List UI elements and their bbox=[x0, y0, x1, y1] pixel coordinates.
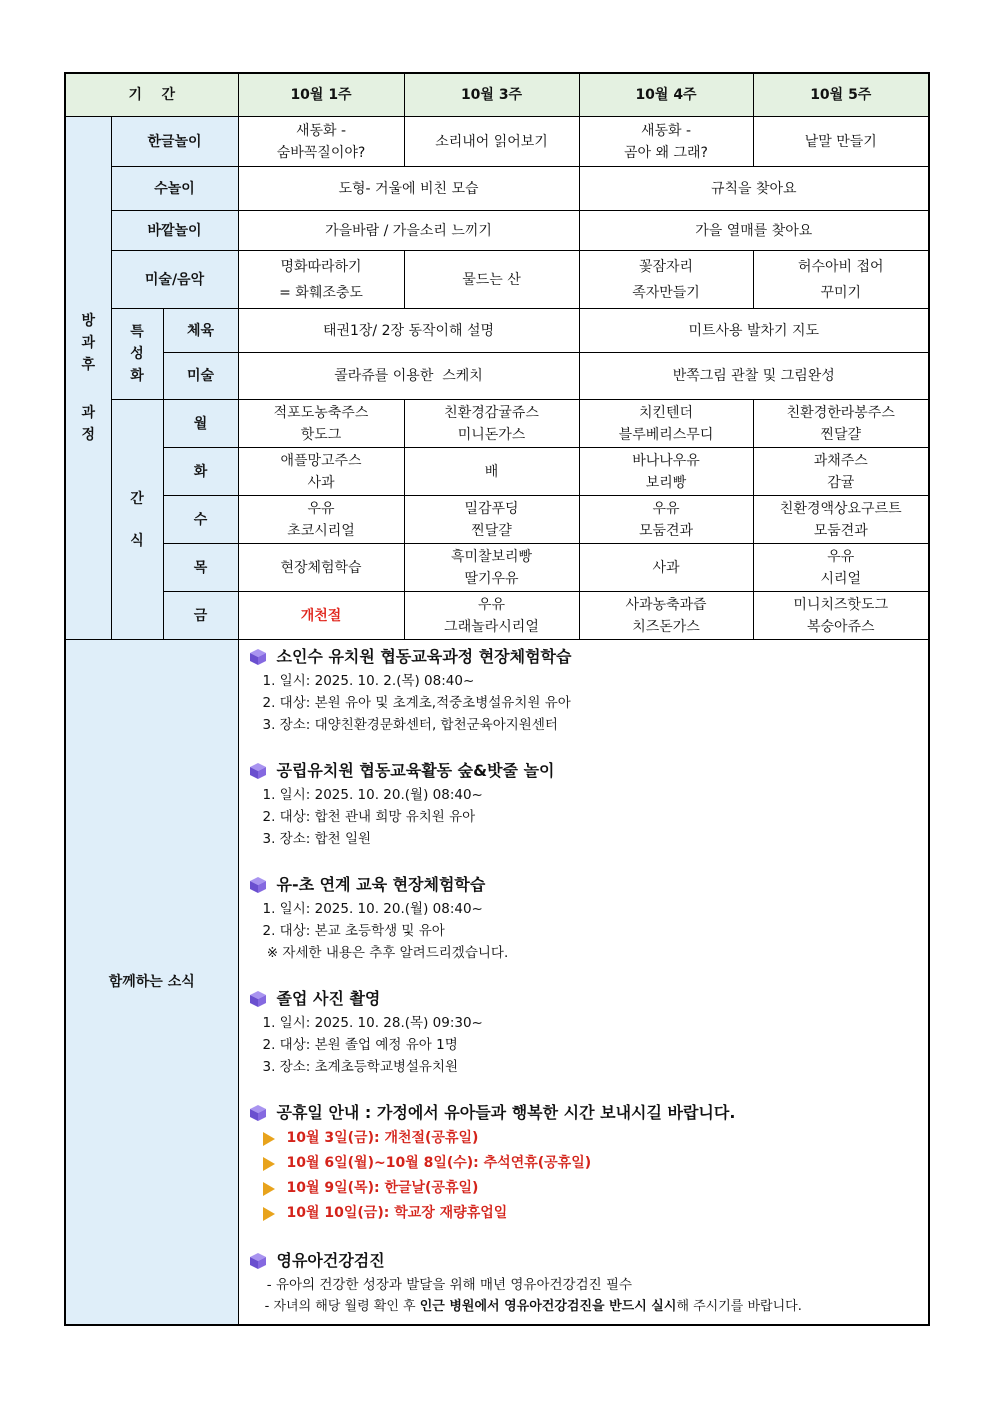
holiday-item: 10월 10일(금): 학교장 재량휴업일 bbox=[249, 1201, 921, 1226]
cube-bullet-icon bbox=[249, 1104, 267, 1122]
holiday-section bbox=[249, 1100, 921, 1226]
math-w13: 도형- 거울에 비친 모습 bbox=[238, 167, 579, 211]
week-header-1: 10월 1주 bbox=[238, 73, 404, 117]
hangeul-w1: 새동화 - 숨바꼭질이야? bbox=[238, 117, 404, 167]
hangeul-label: 한글놀이 bbox=[111, 117, 238, 167]
holiday-item: 10월 9일(목): 한글날(공휴일) bbox=[249, 1176, 921, 1201]
snack-label: 간 식 bbox=[111, 400, 163, 640]
news-line: 1. 일시: 2025. 10. 28.(목) 09:30~ bbox=[262, 1015, 483, 1031]
hangeul-w3: 소리내어 읽어보기 bbox=[404, 117, 579, 167]
math-label: 수놀이 bbox=[111, 167, 238, 211]
snack-wed-w1: 우유 초코시리얼 bbox=[238, 496, 404, 544]
hangeul-row bbox=[65, 117, 929, 167]
triangle-bullet-icon bbox=[263, 1182, 275, 1196]
triangle-bullet-icon bbox=[263, 1157, 275, 1171]
snack-row-tue bbox=[65, 448, 929, 496]
art-music-row bbox=[65, 251, 929, 309]
snack-fri-w3: 우유 그래놀라시리얼 bbox=[404, 592, 579, 640]
math-row bbox=[65, 167, 929, 211]
period-header: 기 간 bbox=[65, 73, 238, 117]
outdoor-w45: 가을 열매를 찾아요 bbox=[579, 211, 929, 251]
snack-tue-w4: 바나나우유 보리빵 bbox=[579, 448, 753, 496]
week-header-4: 10월 4주 bbox=[579, 73, 753, 117]
news-section-title: 소인수 유치원 협동교육과정 현장체험학습 bbox=[249, 644, 921, 670]
after-school-label: 방 과 후 과 정 bbox=[65, 117, 111, 640]
snack-wed-w4: 우유 모둠견과 bbox=[579, 496, 753, 544]
art-music-w3: 물드는 산 bbox=[404, 251, 579, 309]
news-section-title: 공립유치원 협동교육활동 숲&밧줄 놀이 bbox=[249, 758, 921, 784]
checkup-title: 영유아건강검진 bbox=[249, 1248, 921, 1274]
snack-mon-w3: 친환경감귤쥬스 미니돈가스 bbox=[404, 400, 579, 448]
hangeul-w4: 새동화 - 곰아 왜 그래? bbox=[579, 117, 753, 167]
snack-day-mon: 월 bbox=[163, 400, 238, 448]
news-section-3 bbox=[249, 872, 921, 964]
snack-tue-w1: 애플망고주스 사과 bbox=[238, 448, 404, 496]
art-music-label: 미술/음악 bbox=[111, 251, 238, 309]
cube-bullet-icon bbox=[249, 648, 267, 666]
hangeul-w5: 낱말 만들기 bbox=[753, 117, 929, 167]
news-line: ※ 자세한 내용은 추후 알려드리겠습니다. bbox=[262, 945, 509, 961]
snack-day-thu: 목 bbox=[163, 544, 238, 592]
news-line: 3. 장소: 대양친환경문화센터, 합천군육아지원센터 bbox=[262, 717, 558, 733]
snack-wed-w3: 밀감푸딩 찐달걀 bbox=[404, 496, 579, 544]
snack-thu-w3: 흑미찰보리빵 딸기우유 bbox=[404, 544, 579, 592]
news-section-4 bbox=[249, 986, 921, 1078]
newsletter-sheet bbox=[64, 72, 928, 1326]
news-row bbox=[65, 640, 929, 1326]
snack-thu-w1: 현장체험학습 bbox=[238, 544, 404, 592]
news-section-title: 유-초 연계 교육 현장체험학습 bbox=[249, 872, 921, 898]
snack-fri-w5: 미니치즈핫도그 복숭아쥬스 bbox=[753, 592, 929, 640]
special-art-w45: 반쪽그림 관찰 및 그림완성 bbox=[579, 353, 929, 400]
snack-fri-w1: 개천절 bbox=[238, 592, 404, 640]
header-row bbox=[65, 73, 929, 117]
outdoor-label: 바깥놀이 bbox=[111, 211, 238, 251]
snack-day-fri: 금 bbox=[163, 592, 238, 640]
triangle-bullet-icon bbox=[263, 1207, 275, 1221]
week-header-5: 10월 5주 bbox=[753, 73, 929, 117]
art-music-w5: 허수아비 접어 꾸미기 bbox=[753, 251, 929, 309]
news-section-title: 졸업 사진 촬영 bbox=[249, 986, 921, 1012]
snack-thu-w4: 사과 bbox=[579, 544, 753, 592]
news-line: 2. 대상: 본원 유아 및 초계초,적중초병설유치원 유아 bbox=[262, 695, 571, 711]
special-art-w13: 콜라쥬를 이용한 스케치 bbox=[238, 353, 579, 400]
special-art-row bbox=[65, 353, 929, 400]
news-line: 3. 장소: 합천 일원 bbox=[262, 831, 372, 847]
snack-thu-w5: 우유 시리얼 bbox=[753, 544, 929, 592]
week-header-3: 10월 3주 bbox=[404, 73, 579, 117]
special-label: 특 성 화 bbox=[111, 309, 163, 400]
news-label: 함께하는 소식 bbox=[65, 640, 238, 1326]
cube-bullet-icon bbox=[249, 1252, 267, 1270]
snack-row-thu bbox=[65, 544, 929, 592]
checkup-section bbox=[249, 1248, 921, 1318]
news-line: 1. 일시: 2025. 10. 20.(월) 08:40~ bbox=[262, 901, 483, 917]
art-music-w4: 꽃잠자리 족자만들기 bbox=[579, 251, 753, 309]
schedule-table bbox=[64, 72, 930, 1326]
snack-day-tue: 화 bbox=[163, 448, 238, 496]
pe-label: 체육 bbox=[163, 309, 238, 353]
news-line: 2. 대상: 본교 초등학생 및 유아 bbox=[262, 923, 445, 939]
pe-row bbox=[65, 309, 929, 353]
snack-row-fri bbox=[65, 592, 929, 640]
outdoor-row bbox=[65, 211, 929, 251]
snack-row-mon bbox=[65, 400, 929, 448]
triangle-bullet-icon bbox=[263, 1132, 275, 1146]
snack-tue-w5: 과채주스 감귤 bbox=[753, 448, 929, 496]
news-section-2 bbox=[249, 758, 921, 850]
snack-day-wed: 수 bbox=[163, 496, 238, 544]
checkup-line-2: - 자녀의 해당 월령 확인 후 인근 병원에서 영유아건강검진을 반드시 실시해 주시기를 바랍니다. bbox=[260, 1299, 802, 1314]
news-line: 3. 장소: 초계초등학교병설유치원 bbox=[262, 1059, 459, 1075]
pe-w45: 미트사용 발차기 지도 bbox=[579, 309, 929, 353]
news-section-1 bbox=[249, 644, 921, 736]
art-music-w1: 명화따라하기 = 화훼조충도 bbox=[238, 251, 404, 309]
snack-fri-w4: 사과농축과즙 치즈돈가스 bbox=[579, 592, 753, 640]
special-art-label: 미술 bbox=[163, 353, 238, 400]
snack-mon-w1: 적포도농축주스 핫도그 bbox=[238, 400, 404, 448]
snack-mon-w4: 치킨텐더 블루베리스무디 bbox=[579, 400, 753, 448]
snack-row-wed bbox=[65, 496, 929, 544]
holiday-item: 10월 6일(월)~10월 8일(수): 추석연휴(공휴일) bbox=[249, 1151, 921, 1176]
news-line: 1. 일시: 2025. 10. 20.(월) 08:40~ bbox=[262, 787, 483, 803]
pe-w13: 태권1장/ 2장 동작이해 설명 bbox=[238, 309, 579, 353]
news-line: 1. 일시: 2025. 10. 2.(목) 08:40~ bbox=[262, 673, 475, 689]
cube-bullet-icon bbox=[249, 876, 267, 894]
snack-mon-w5: 친환경한라봉주스 찐달걀 bbox=[753, 400, 929, 448]
cube-bullet-icon bbox=[249, 762, 267, 780]
outdoor-w13: 가을바람 / 가을소리 느끼기 bbox=[238, 211, 579, 251]
news-line: 2. 대상: 합천 관내 희망 유치원 유아 bbox=[262, 809, 476, 825]
holiday-title: 공휴일 안내 : 가정에서 유아들과 행복한 시간 보내시길 바랍니다. bbox=[249, 1100, 921, 1126]
news-line: 2. 대상: 본원 졸업 예정 유아 1명 bbox=[262, 1037, 458, 1053]
snack-wed-w5: 친환경액상요구르트 모둠견과 bbox=[753, 496, 929, 544]
snack-tue-w3: 배 bbox=[404, 448, 579, 496]
cube-bullet-icon bbox=[249, 990, 267, 1008]
news-content bbox=[238, 640, 929, 1326]
checkup-line-1: - 유아의 건강한 성장과 발달을 위해 매년 영유아건강검진 필수 bbox=[262, 1277, 633, 1293]
math-w45: 규칙을 찾아요 bbox=[579, 167, 929, 211]
holiday-item: 10월 3일(금): 개천절(공휴일) bbox=[249, 1126, 921, 1151]
